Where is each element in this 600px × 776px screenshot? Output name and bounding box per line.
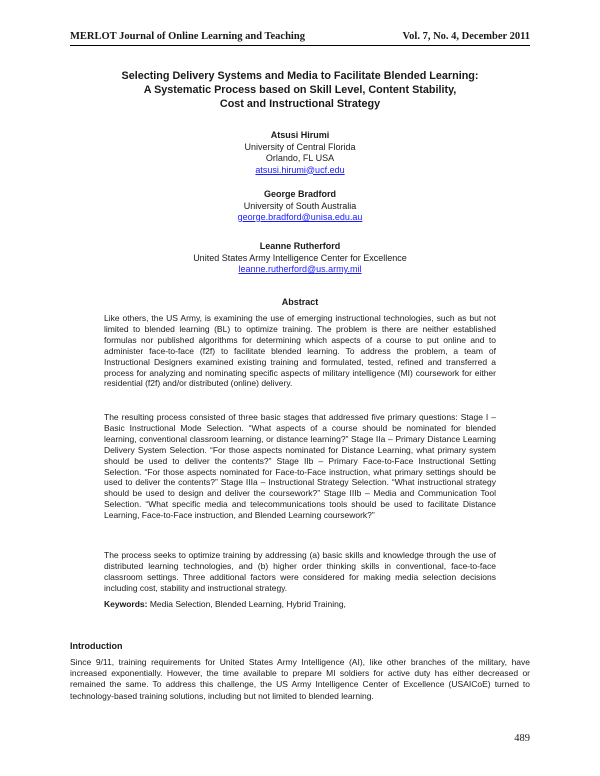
title-line-1: Selecting Delivery Systems and Media to Facilitate Blended Learning: [121,70,479,82]
author-name: Atsusi Hirumi [270,130,330,140]
journal-name: MERLOT Journal of Online Learning and Teaching [70,31,305,42]
keywords-label: Keywords: [104,599,148,609]
introduction-heading: Introduction [70,641,123,651]
author-affiliation: University of Central Florida [244,141,356,152]
author-affiliation: University of South Australia [243,200,357,211]
author-email-link[interactable]: atsusi.hirumi@ucf.edu [255,164,345,175]
author-block-3 [70,241,530,276]
paper-title [70,69,530,111]
author-block-2 [70,189,530,224]
title-line-3: Cost and Instructional Strategy [219,98,381,110]
running-header [70,31,530,46]
keywords-line [104,599,496,610]
page-number: 489 [514,733,530,744]
author-email-link[interactable]: george.bradford@unisa.edu.au [237,212,363,222]
abstract-heading: Abstract [281,297,319,307]
introduction-paragraph: Since 9/11, training requirements for United States Army Intelligence (AI), like other branches of the military, have increased exponentially. However, the time available to prepare MI soldiers for active duty has either decreased or remained the same. To address this challenge, the US Army Intelligence Center of Excellence (USAICoE) turned to technology-based training solutions, including but not limited to blended learning. [70,657,530,701]
abstract-paragraph-3: The process seeks to optimize training by addressing (a) basic skills and knowledge through the use of distributed learning technologies, and (b) higher order thinking skills in conventional, face-to-face classroom settings. Three additional factors were considered for making media selection decisions including cost, stability and instructional strategy. [104,550,496,593]
author-affiliation: United States Army Intelligence Center for Excellence [193,252,407,263]
author-name: Leanne Rutherford [259,241,341,251]
volume-info: Vol. 7, No. 4, December 2011 [402,31,530,42]
author-email-link[interactable]: leanne.rutherford@us.army.mil [238,264,362,274]
abstract-paragraph-2: The resulting process consisted of three basic stages that addressed five primary questions: Stage I – Basic Instructional Mode Selection. “What aspects of a course should be nominated for blended learning, conventional classroom learning, or distance learning?” Stage IIa – Primary Distance Learning Delivery System Selection. “For those aspects nominated for Distance Learning, what primary system should be used to deliver the contents?” Stage IIb – Primary Face-to-Face Instructional Setting Selection. “For those aspects nominated for Face-to-Face instruction, what primary settings should be used to deliver the contents?” Stage IIIa – Instructional Strategy Selection. “What instructional strategy should be used to design and deliver the coursework?” Stage IIIb – Media and Communication Tool Selection. “What specific media and telecommunications tools should be used to facilitate Distance Learning, Face-to-Face instruction, and Blended Learning coursework?” [104,412,496,521]
title-line-2: A Systematic Process based on Skill Level, Content Stability, [143,84,457,96]
author-name: George Bradford [263,189,336,199]
abstract-paragraph-1: Like others, the US Army, is examining the use of emerging instructional technologies, such as but not limited to blended learning (BL) to optimize training. The problem is there are neither established formulas nor published algorithms for determining which aspects of a course to put online and to administer face-to-face (f2f) to facilitate blended learning. To address the problem, a team of Instructional Designers examined existing training and formulated, tested, refined and transferred a process for analyzing and nominating specific aspects of military intelligence (MI) coursework for either residential (f2f) and/or distributed (online) delivery. [104,313,496,389]
keywords-text: Media Selection, Blended Learning, Hybrid Training, [147,599,346,609]
author-location: Orlando, FL USA [265,153,335,163]
author-block-1 [70,130,530,176]
